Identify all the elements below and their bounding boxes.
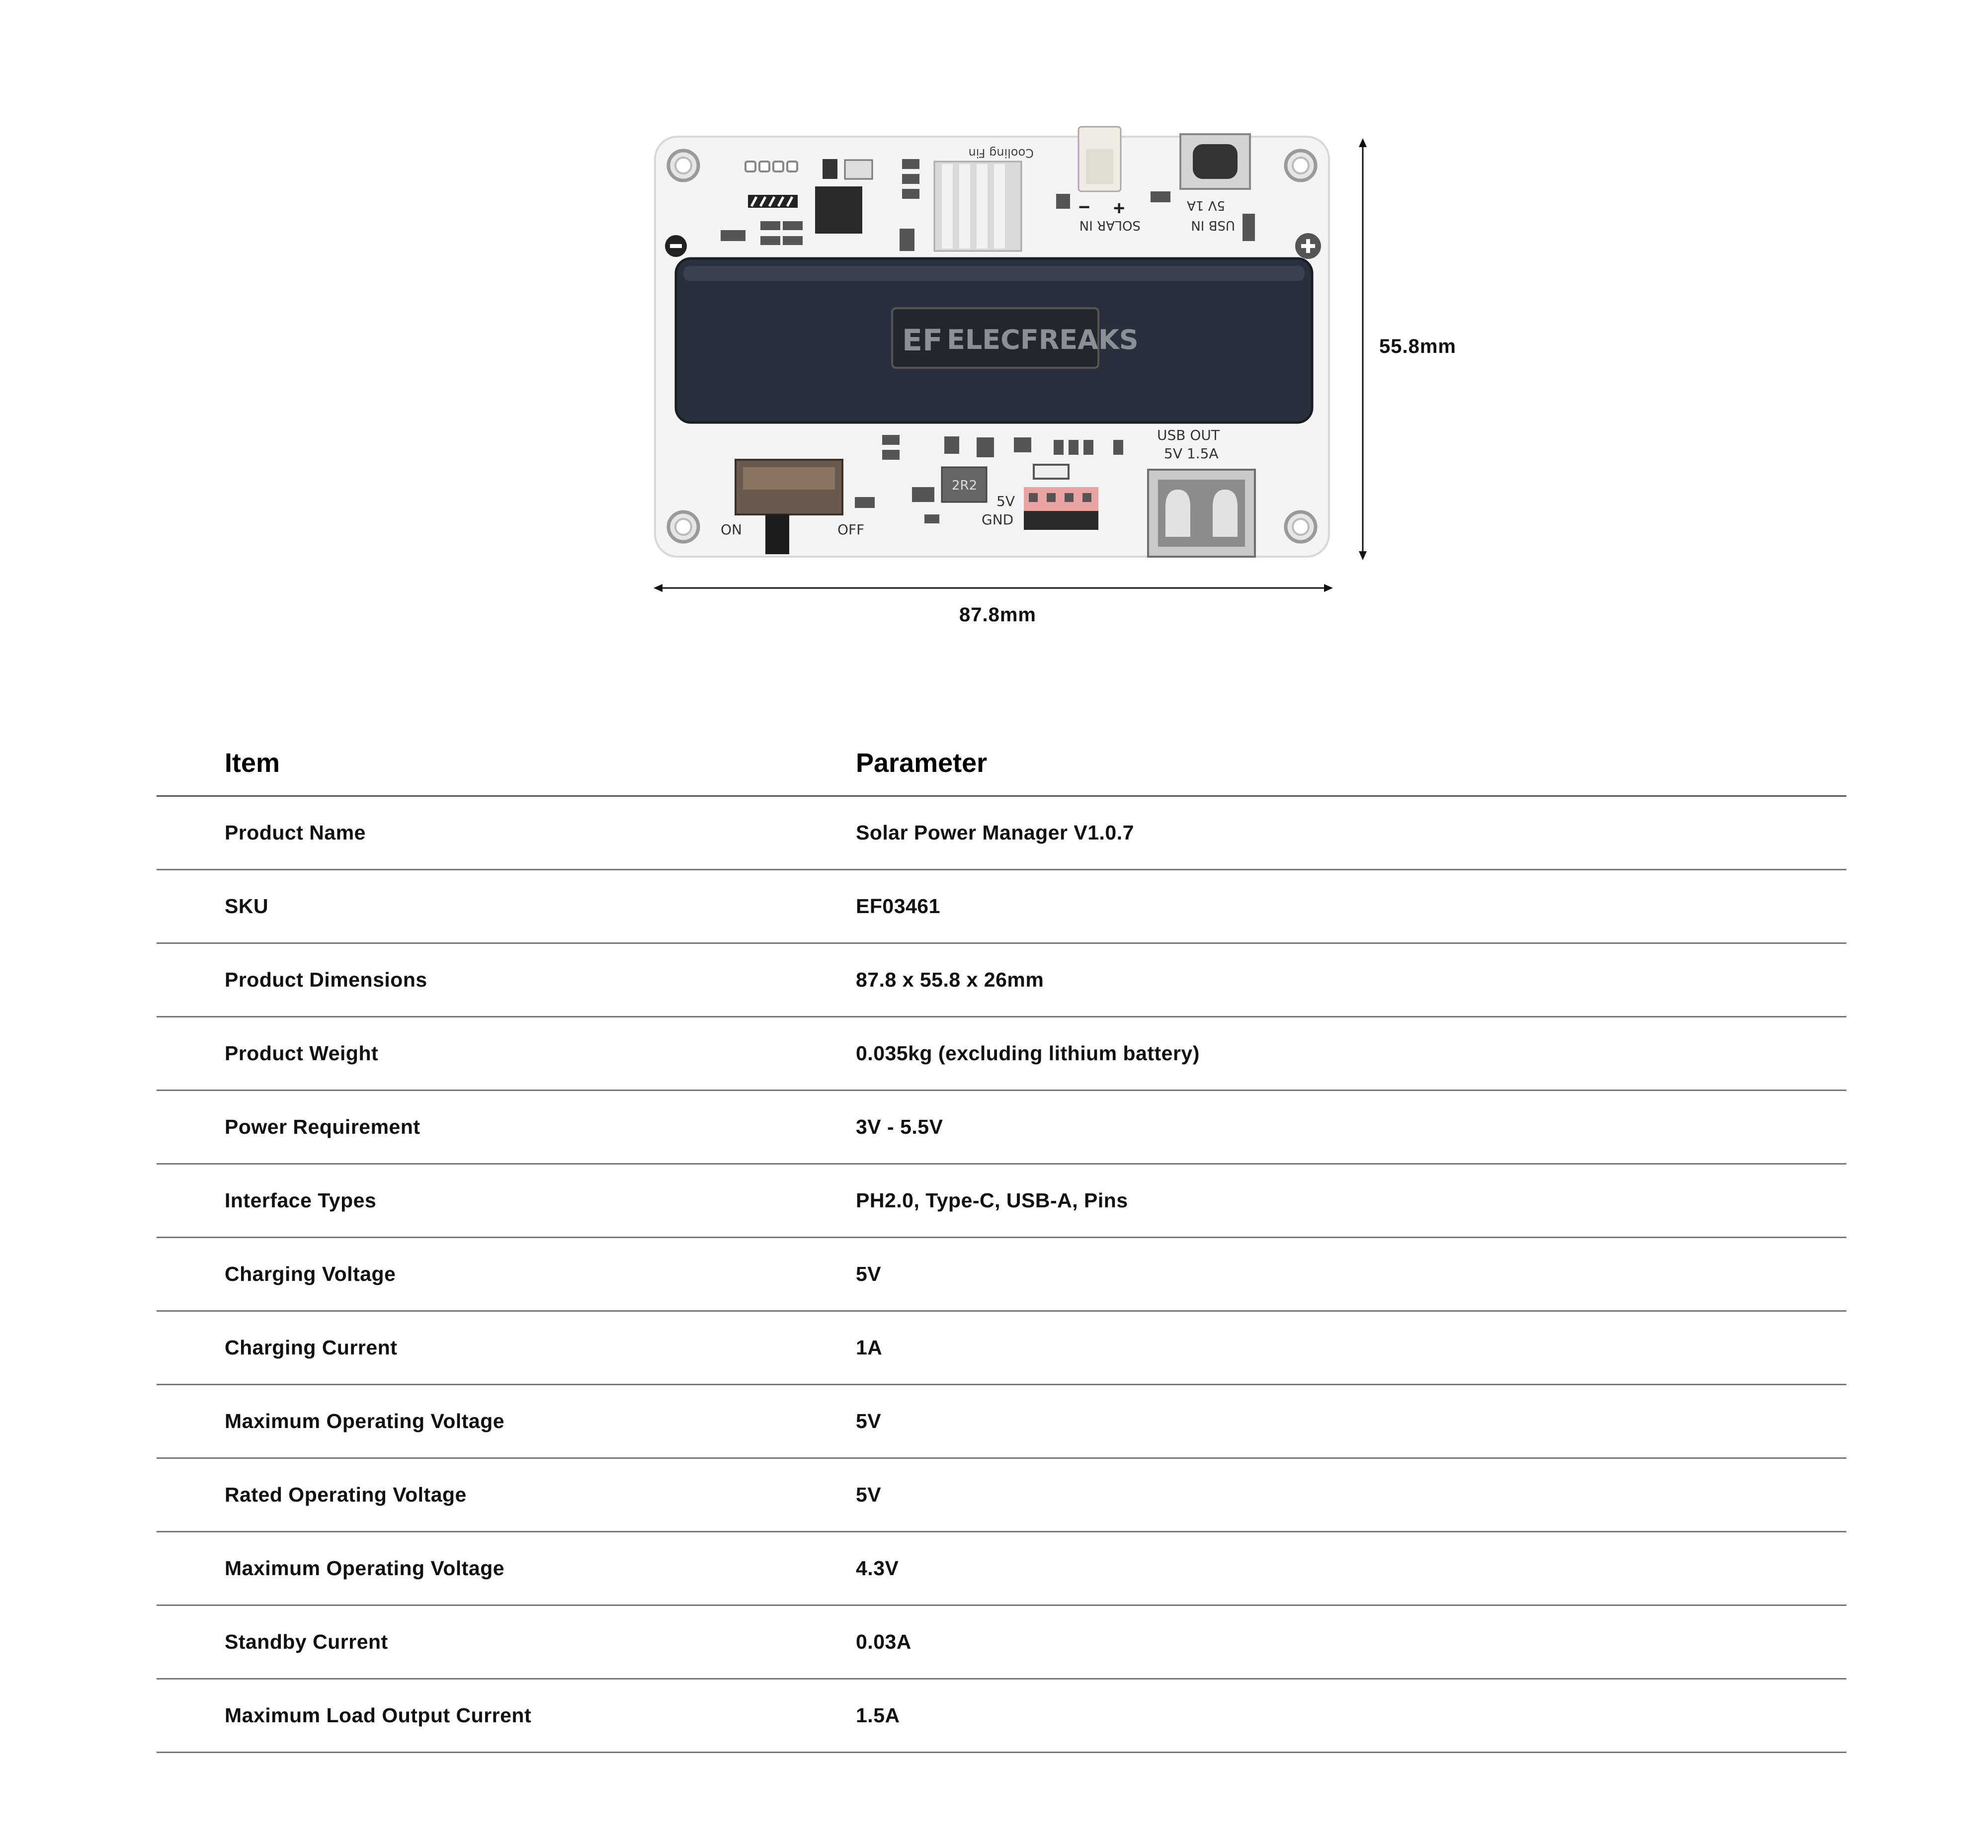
item-cell: Product Name xyxy=(157,796,856,870)
table-row xyxy=(157,1091,1846,1164)
item-cell: Standby Current xyxy=(157,1605,856,1679)
controller-chip xyxy=(815,186,862,234)
item-cell: SKU xyxy=(157,870,856,943)
solar-in-connector xyxy=(1078,127,1121,191)
usb-in-rating-label: 5V 1A xyxy=(1187,198,1225,213)
height-dimension-arrow xyxy=(1359,138,1367,560)
parameter-cell: 5V xyxy=(856,1385,1846,1458)
battery-level-icon xyxy=(748,195,798,208)
column-header-parameter: Parameter xyxy=(856,731,1846,796)
item-cell: Maximum Operating Voltage xyxy=(157,1532,856,1605)
usb-c-port xyxy=(1180,134,1250,189)
item-cell: Interface Types xyxy=(157,1164,856,1238)
parameter-cell: Solar Power Manager V1.0.7 xyxy=(856,796,1846,870)
height-dimension-label: 55.8mm xyxy=(1379,336,1456,357)
table-row xyxy=(157,1017,1846,1091)
parameter-cell: 0.03A xyxy=(856,1605,1846,1679)
usb-a-port xyxy=(1148,470,1255,557)
parameter-cell: 5V xyxy=(856,1238,1846,1311)
parameter-cell: 4.3V xyxy=(856,1532,1846,1605)
parameter-cell: 0.035kg (excluding lithium battery) xyxy=(856,1017,1846,1091)
item-cell: Product Weight xyxy=(157,1017,856,1091)
usb-out-rating-label: 5V 1.5A xyxy=(1164,445,1219,462)
cooling-fin xyxy=(934,162,1021,251)
usb-out-label: USB OUT xyxy=(1157,427,1220,443)
table-header-row xyxy=(157,731,1846,796)
board-illustration xyxy=(0,0,1988,646)
item-cell: Power Requirement xyxy=(157,1091,856,1164)
table-row xyxy=(157,1532,1846,1605)
cooling-fin-label: Cooling Fin xyxy=(968,146,1034,160)
switch-on-label: ON xyxy=(721,521,742,538)
item-cell: Maximum Operating Voltage xyxy=(157,1385,856,1458)
item-cell: Charging Voltage xyxy=(157,1238,856,1311)
svg-text:2R2: 2R2 xyxy=(952,478,978,493)
table-row xyxy=(157,943,1846,1017)
table-row xyxy=(157,1605,1846,1679)
table-row xyxy=(157,1679,1846,1753)
table-row xyxy=(157,796,1846,870)
item-cell: Rated Operating Voltage xyxy=(157,1458,856,1532)
brand-name: ELECFREAKS xyxy=(947,324,1139,355)
table-row xyxy=(157,1385,1846,1458)
table-row xyxy=(157,1164,1846,1238)
table-row xyxy=(157,1458,1846,1532)
solar-in-label: SOLAR IN xyxy=(1079,218,1141,233)
parameter-cell: 87.8 x 55.8 x 26mm xyxy=(856,943,1846,1017)
table-row xyxy=(157,1238,1846,1311)
table-row xyxy=(157,1311,1846,1385)
brand-mark: EF xyxy=(902,323,943,358)
parameter-cell: EF03461 xyxy=(856,870,1846,943)
item-cell: Maximum Load Output Current xyxy=(157,1679,856,1753)
pin-gnd-label: GND xyxy=(982,511,1014,528)
parameter-cell: 1.5A xyxy=(856,1679,1846,1753)
solar-plus-label: + xyxy=(1113,197,1125,219)
spec-table xyxy=(157,731,1846,1753)
inductor xyxy=(942,467,987,502)
parameter-cell: 5V xyxy=(856,1458,1846,1532)
width-dimension-arrow xyxy=(654,584,1333,592)
parameter-cell: 3V - 5.5V xyxy=(856,1091,1846,1164)
parameter-cell: PH2.0, Type-C, USB-A, Pins xyxy=(856,1164,1846,1238)
item-cell: Product Dimensions xyxy=(157,943,856,1017)
item-cell: Charging Current xyxy=(157,1311,856,1385)
width-dimension-label: 87.8mm xyxy=(959,604,1036,626)
switch-off-label: OFF xyxy=(837,521,865,538)
usb-in-label: USB IN xyxy=(1191,218,1235,233)
pin-header xyxy=(1024,487,1098,530)
parameter-cell: 1A xyxy=(856,1311,1846,1385)
table-row xyxy=(157,870,1846,943)
solar-minus-label: − xyxy=(1078,196,1090,218)
column-header-item: Item xyxy=(157,731,856,796)
pin-5v-label: 5V xyxy=(996,493,1015,509)
